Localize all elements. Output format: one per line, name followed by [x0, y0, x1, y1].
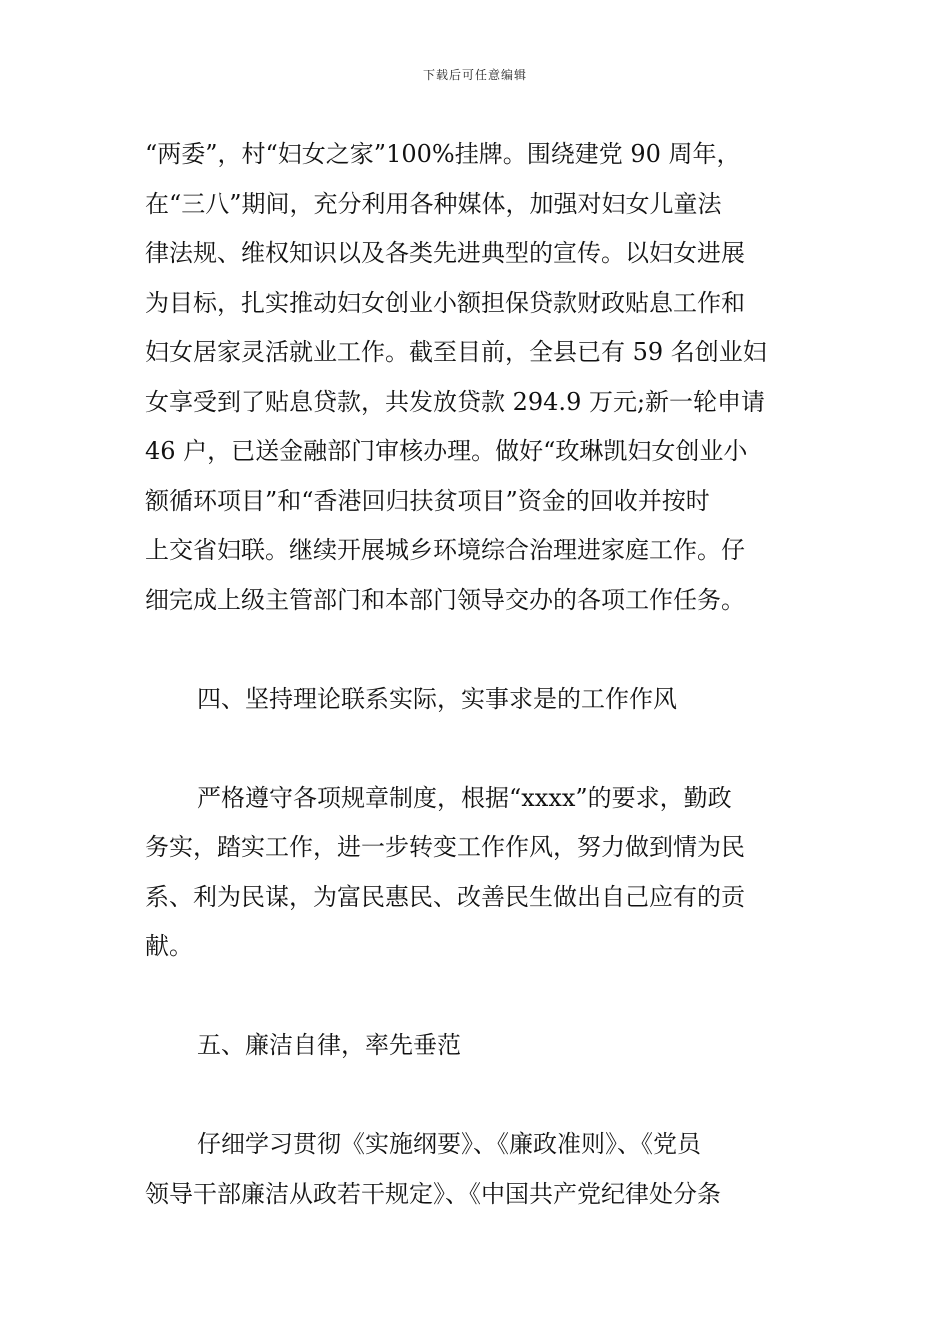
paragraph-line: 46 户，已送金融部门审核办理。做好“玫琳凯妇女创业小 — [145, 437, 748, 465]
section-heading: 五、廉洁自律，率先垂范 — [197, 1031, 461, 1059]
paragraph-line: 领导干部廉洁从政若干规定》、《中国共产党纪律处分条 — [145, 1179, 721, 1208]
header-note: 下载后可任意编辑 — [422, 68, 527, 82]
paragraph-line: 严格遵守各项规章制度，根据“xxxx”的要求，勤政 — [197, 783, 732, 812]
paragraph-gap — [145, 972, 810, 1022]
paragraph-line: 额循环项目”和“香港回归扶贫项目”资金的回收并按时 — [145, 486, 710, 515]
paragraph-gap — [145, 1071, 810, 1121]
paragraph-line: “两委”，村“妇女之家”100%挂牌。围绕建党 90 周年， — [145, 140, 741, 168]
paragraph-line: 系、利为民谋，为富民惠民、改善民生做出自己应有的贡 — [145, 882, 745, 911]
paragraph-line: 上交省妇联。继续开展城乡环境综合治理进家庭工作。仔 — [145, 536, 745, 564]
document-body — [145, 130, 810, 1219]
paragraph-line: 为目标，扎实推动妇女创业小额担保贷款财政贴息工作和 — [145, 288, 745, 317]
paragraph-line: 妇女居家灵活就业工作。截至目前，全县已有 59 名创业妇 — [145, 338, 767, 366]
section-heading: 四、坚持理论联系实际，实事求是的工作作风 — [197, 684, 677, 713]
paragraph-line: 务实，踏实工作，进一步转变工作作风，努力做到情为民 — [145, 833, 745, 861]
paragraph-line: 在“三八”期间，充分利用各种媒体，加强对妇女儿童法 — [145, 189, 722, 218]
paragraph-gap — [145, 625, 810, 675]
paragraph-line: 律法规、维权知识以及各类先进典型的宣传。以妇女进展 — [145, 239, 745, 267]
paragraph-line: 仔细学习贯彻《实施纲要》、《廉政准则》、《党员 — [197, 1130, 701, 1158]
paragraph-gap — [145, 724, 810, 774]
paragraph-line: 女享受到了贴息贷款，共发放贷款 294.9 万元;新一轮申请 — [145, 387, 766, 416]
paragraph-line: 献。 — [145, 932, 193, 960]
paragraph-line: 细完成上级主管部门和本部门领导交办的各项工作任务。 — [145, 585, 745, 614]
